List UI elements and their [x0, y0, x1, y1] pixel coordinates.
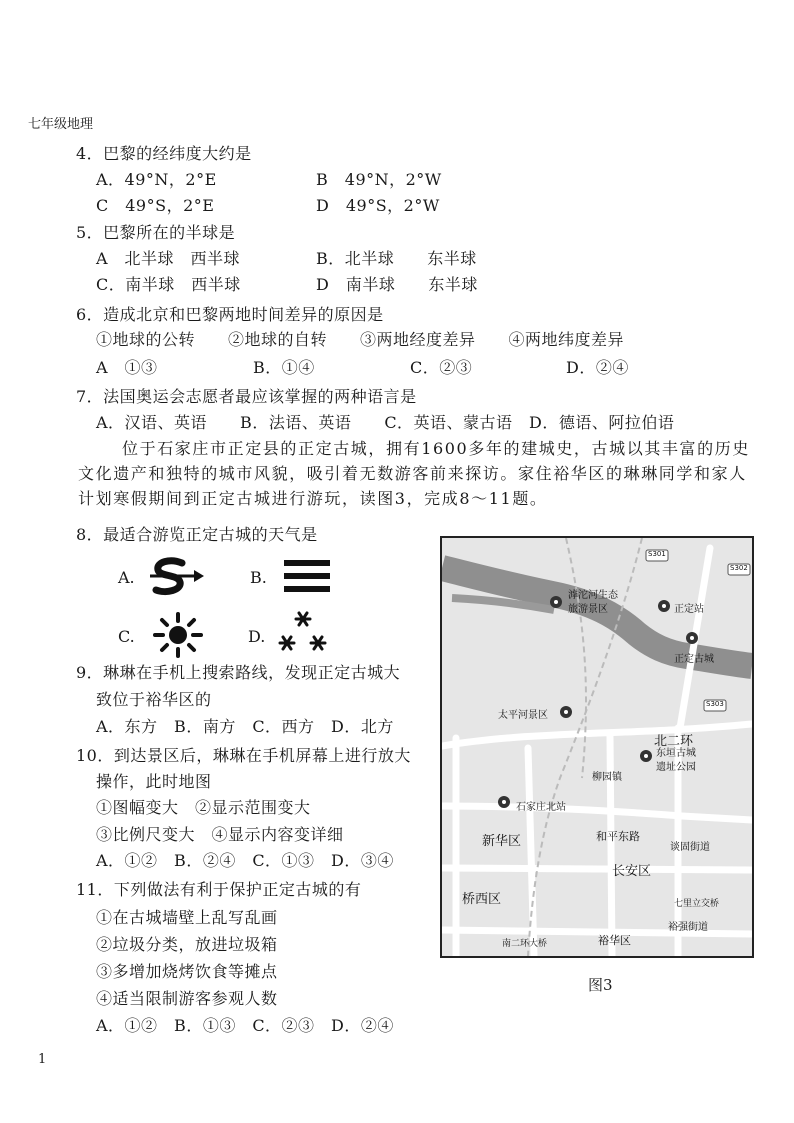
question-8-option-d: D.	[248, 627, 266, 646]
label-xinhua: 新华区	[482, 834, 522, 849]
label-zhengding-city: 正定古城	[674, 654, 714, 665]
question-5-option-c: C．南半球 西半球	[96, 275, 241, 294]
question-10-item1: ①图幅变大 ②显示范围变大	[96, 798, 311, 817]
ancient-city-icon	[686, 632, 698, 644]
question-7-options: A．汉语、英语 B．法语、英语 C．英语、蒙古语 D．德语、阿拉伯语	[96, 413, 675, 432]
question-11-item4: ④适当限制游客参观人数	[96, 989, 278, 1008]
question-4-stem: 4．巴黎的经纬度大约是	[76, 144, 252, 163]
label-beierhuan: 北二环	[654, 734, 694, 749]
label-zhengding-station: 正定站	[674, 604, 704, 615]
label-liuyuan: 柳园镇	[592, 772, 622, 783]
question-8-option-b: B.	[250, 568, 267, 587]
sandstorm-icon	[148, 556, 206, 602]
sunny-icon	[152, 612, 204, 662]
question-9-line2: 致位于裕华区的	[96, 690, 212, 709]
question-5-option-a: A 北半球 西半球	[96, 249, 241, 268]
label-yuqiang: 裕强街道	[668, 922, 708, 933]
highway-s302: S302	[730, 564, 748, 572]
label-hutuo-2: 旅游景区	[568, 604, 608, 615]
map-figure-3	[440, 536, 754, 958]
question-5-option-d: D 南半球 东半球	[316, 275, 478, 294]
question-6-items: ①地球的公转 ②地球的自转 ③两地经度差异 ④两地纬度差异	[96, 330, 625, 349]
question-11-options: A．①② B．①③ C．②③ D．②④	[96, 1016, 394, 1035]
question-10-line2: 操作，此时地图	[96, 772, 212, 791]
highway-s303: S303	[706, 700, 724, 708]
question-10-options: A．①② B．②④ C．①③ D．③④	[96, 851, 394, 870]
question-11-stem: 11．下列做法有利于保护正定古城的有	[76, 880, 362, 899]
question-4-option-b: B 49°N，2°W	[316, 170, 442, 189]
question-4-option-a: A．49°N，2°E	[96, 170, 217, 189]
scenic-pin-icon	[560, 706, 572, 718]
label-yuhua: 裕华区	[598, 934, 631, 947]
train-station-pin-icon	[498, 796, 510, 808]
figure-caption: 图3	[588, 976, 613, 994]
highway-s301: S301	[648, 550, 666, 558]
question-6-option-b: B．①④	[253, 358, 315, 377]
question-8-option-c: C.	[118, 627, 135, 646]
label-nanerhuan: 南二环大桥	[502, 939, 548, 949]
page-number: 1	[38, 1052, 47, 1067]
label-dongyuan-2: 遗址公园	[656, 762, 696, 773]
label-qilixiang: 七里立交桥	[674, 899, 720, 909]
label-changan: 长安区	[612, 864, 652, 879]
question-4-option-c: C 49°S，2°E	[96, 196, 215, 215]
question-10-line1: 10．到达景区后，琳琳在手机屏幕上进行放大	[76, 746, 411, 765]
question-11-item3: ③多增加烧烤饮食等摊点	[96, 962, 278, 981]
page-header: 七年级地理	[28, 117, 94, 132]
question-4-option-d: D 49°S，2°W	[316, 196, 440, 215]
location-pin-icon	[550, 596, 562, 608]
question-8-option-a: A.	[118, 568, 135, 587]
question-5-stem: 5．巴黎所在的半球是	[76, 223, 236, 242]
reading-passage: 位于石家庄市正定县的正定古城，拥有1600多年的建城史，古城以其丰富的历史文化遗产和独特的城市风貌，吸引着无数游客前来探访。家住裕华区的琳琳同学和家人计划寒假期间到正定古城进行游玩，读图3，完成8～11题。	[78, 439, 750, 508]
question-6-stem: 6．造成北京和巴黎两地时间差异的原因是	[76, 305, 384, 324]
question-6-option-d: D．②④	[566, 358, 629, 377]
label-taipinghe: 太平河景区	[498, 710, 548, 721]
snow-icon	[276, 608, 328, 660]
label-tanyuan: 谈固街道	[670, 842, 710, 853]
question-6-option-c: C．②③	[410, 358, 473, 377]
label-hutuo-1: 滹沱河生态	[568, 590, 618, 601]
question-10-item2: ③比例尺变大 ④显示内容变详细	[96, 825, 344, 844]
question-5-option-b: B．北半球 东半球	[316, 249, 477, 268]
label-hepingdong: 和平东路	[596, 830, 640, 843]
label-dongyuan-1: 东垣古城	[656, 748, 696, 759]
question-9-line1: 9．琳琳在手机上搜索路线，发现正定古城大	[76, 663, 401, 682]
label-qiaoxi: 桥西区	[462, 892, 502, 907]
question-7-stem: 7．法国奥运会志愿者最应该掌握的两种语言是	[76, 387, 417, 406]
label-sjz-north: 石家庄北站	[516, 802, 566, 813]
question-11-item2: ②垃圾分类，放进垃圾箱	[96, 935, 278, 954]
question-11-item1: ①在古城墙壁上乱写乱画	[96, 908, 278, 927]
park-pin-icon	[640, 750, 652, 762]
question-9-options: A．东方 B．南方 C．西方 D．北方	[96, 717, 394, 736]
station-pin-icon	[658, 600, 670, 612]
fog-icon	[284, 558, 330, 598]
question-6-option-a: A ①③	[96, 358, 158, 377]
question-8-stem: 8．最适合游览正定古城的天气是	[76, 525, 318, 544]
